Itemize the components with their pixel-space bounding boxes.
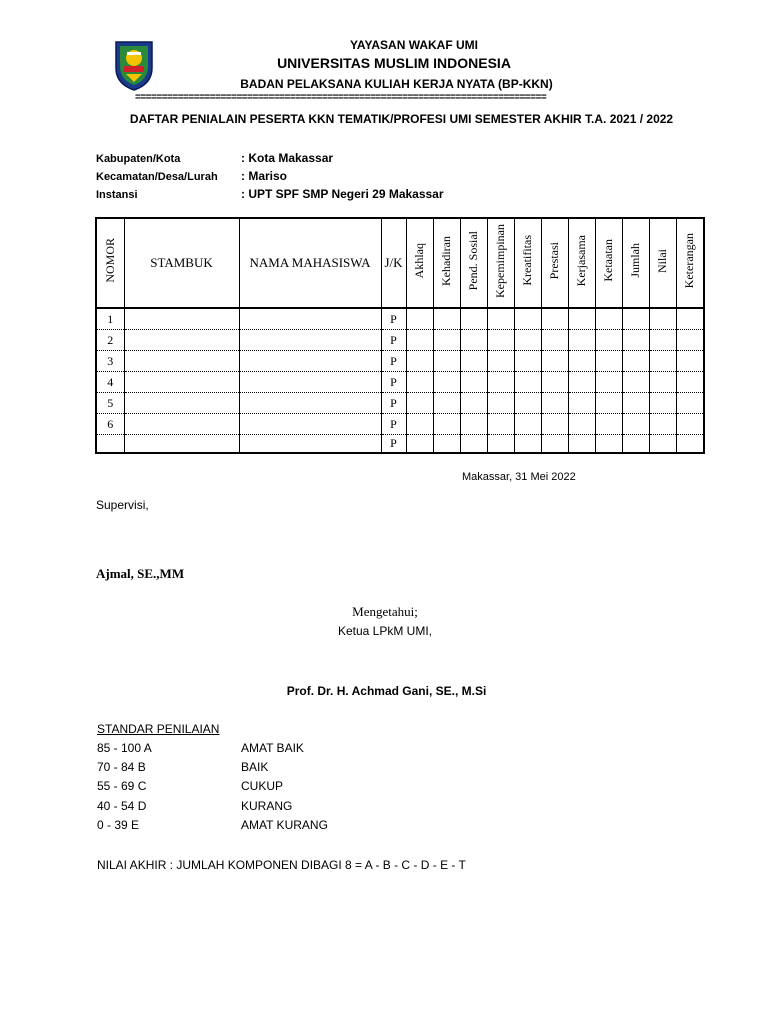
table-row (96, 330, 704, 351)
table-row (96, 414, 704, 435)
table-cell (460, 330, 487, 351)
table-cell (406, 414, 433, 435)
table-cell (649, 308, 676, 330)
row-number: 3 (96, 351, 124, 372)
header-badan: BADAN PELAKSANA KULIAH KERJA NYATA (BP-KKN) (240, 77, 553, 91)
col-header-kreatifitas: Kreatifitas (514, 218, 541, 308)
table-cell (595, 414, 622, 435)
col-header-jk: J/K (381, 218, 406, 308)
col-header-nama: NAMA MAHASISWA (239, 218, 381, 308)
place-date: Makassar, 31 Mei 2022 (462, 471, 576, 483)
table-cell (676, 308, 704, 330)
table-cell (460, 393, 487, 414)
table-cell (433, 351, 460, 372)
table-cell (433, 372, 460, 393)
table-cell (676, 393, 704, 414)
row-jk: P (381, 414, 406, 435)
col-header-keterangan: Keterangan (676, 218, 704, 308)
table-cell (622, 393, 649, 414)
table-row (96, 372, 704, 393)
info-label-kabupaten: Kabupaten/Kota (96, 153, 181, 165)
table-cell (514, 351, 541, 372)
col-header-ketaatan: Ketaatan (595, 218, 622, 308)
row-number: 6 (96, 414, 124, 435)
ketua-name: Prof. Dr. H. Achmad Gani, SE., M.Si (286, 684, 487, 698)
table-cell (676, 435, 704, 454)
table-cell (541, 330, 568, 351)
table-cell (487, 330, 514, 351)
table-cell (622, 435, 649, 454)
document-title: DAFTAR PENIALAIN PESERTA KKN TEMATIK/PROFESI UMI SEMESTER AKHIR T.A. 2021 / 2022 (129, 112, 674, 126)
standar-desc: AMAT BAIK (241, 741, 304, 755)
table-cell (406, 435, 433, 454)
col-header-jumlah: Jumlah (622, 218, 649, 308)
info-value-kabupaten: : Kota Makassar (241, 151, 334, 165)
col-header-nomor: NOMOR (96, 218, 124, 308)
table-cell (124, 330, 239, 351)
table-cell (676, 414, 704, 435)
table-cell (676, 330, 704, 351)
info-label-kecamatan: Kecamatan/Desa/Lurah (96, 171, 218, 183)
table-cell (406, 351, 433, 372)
table-cell (487, 414, 514, 435)
table-cell (433, 308, 460, 330)
table-cell (649, 414, 676, 435)
supervisi-label: Supervisi, (96, 498, 149, 512)
table-cell (622, 414, 649, 435)
table-cell (124, 372, 239, 393)
table-cell (568, 435, 595, 454)
table-cell (433, 330, 460, 351)
header-university: UNIVERSITAS MUSLIM INDONESIA (277, 55, 511, 71)
table-cell (541, 414, 568, 435)
table-cell (239, 308, 381, 330)
table-cell (541, 372, 568, 393)
table-cell (124, 308, 239, 330)
table-cell (239, 435, 381, 454)
assessment-table (95, 217, 705, 454)
table-cell (406, 372, 433, 393)
table-cell (487, 308, 514, 330)
nilai-akhir-note: NILAI AKHIR : JUMLAH KOMPONEN DIBAGI 8 = A - B - C - D - E - T (97, 858, 466, 872)
table-cell (124, 414, 239, 435)
standar-desc: AMAT KURANG (241, 818, 328, 832)
table-row (96, 435, 704, 454)
table-cell (433, 414, 460, 435)
table-cell (239, 351, 381, 372)
table-cell (649, 351, 676, 372)
table-cell (568, 414, 595, 435)
row-jk: P (381, 372, 406, 393)
table-cell (595, 372, 622, 393)
standar-range: 55 - 69 C (97, 779, 147, 793)
info-value-kecamatan: : Mariso (241, 169, 288, 183)
standar-desc: BAIK (241, 760, 269, 774)
standar-range: 40 - 54 D (97, 799, 147, 813)
table-cell (649, 372, 676, 393)
table-cell (239, 330, 381, 351)
table-cell (487, 351, 514, 372)
col-header-kerjasama: Kerjasama (568, 218, 595, 308)
table-cell (541, 435, 568, 454)
row-number: 1 (96, 308, 124, 330)
row-jk: P (381, 308, 406, 330)
row-jk: P (381, 435, 406, 454)
table-cell (487, 372, 514, 393)
standar-title: STANDAR PENILAIAN (97, 722, 220, 736)
standar-range: 70 - 84 B (97, 760, 146, 774)
table-cell (622, 308, 649, 330)
table-cell (595, 308, 622, 330)
table-cell (676, 372, 704, 393)
table-cell (541, 393, 568, 414)
table-cell (649, 393, 676, 414)
table-cell (239, 414, 381, 435)
table-cell (239, 393, 381, 414)
table-cell (568, 330, 595, 351)
table-cell (514, 393, 541, 414)
standar-range: 85 - 100 A (97, 741, 152, 755)
col-header-akhlaq: Akhlaq (406, 218, 433, 308)
standar-range: 0 - 39 E (97, 818, 140, 832)
table-cell (649, 435, 676, 454)
table-cell (568, 308, 595, 330)
table-cell (124, 393, 239, 414)
table-cell (622, 372, 649, 393)
table-cell (649, 330, 676, 351)
col-header-nilai: Nilai (649, 218, 676, 308)
table-cell (541, 351, 568, 372)
table-cell (514, 414, 541, 435)
table-cell (406, 330, 433, 351)
table-cell (514, 330, 541, 351)
col-header-kepemimpinan: Kepemimpinan (487, 218, 514, 308)
ketua-label: Ketua LPkM UMI, (337, 624, 433, 638)
table-cell (622, 351, 649, 372)
mengetahui-label: Mengetahui; (352, 604, 418, 619)
row-number (96, 435, 124, 454)
table-cell (595, 330, 622, 351)
table-cell (460, 351, 487, 372)
table-row (96, 351, 704, 372)
table-cell (406, 393, 433, 414)
standar-desc: CUKUP (241, 779, 284, 793)
table-cell (124, 351, 239, 372)
row-jk: P (381, 393, 406, 414)
table-cell (487, 435, 514, 454)
row-jk: P (381, 351, 406, 372)
table-cell (568, 372, 595, 393)
table-row (96, 308, 704, 330)
table-cell (124, 435, 239, 454)
col-header-kehadiran: Kehadiran (433, 218, 460, 308)
table-cell (514, 372, 541, 393)
row-jk: P (381, 330, 406, 351)
table-cell (433, 393, 460, 414)
table-cell (514, 308, 541, 330)
table-cell (460, 414, 487, 435)
table-cell (595, 393, 622, 414)
table-cell (487, 393, 514, 414)
row-number: 5 (96, 393, 124, 414)
table-cell (460, 308, 487, 330)
standar-desc: KURANG (241, 799, 293, 813)
table-cell (460, 435, 487, 454)
table-cell (239, 372, 381, 393)
table-cell (622, 330, 649, 351)
info-label-instansi: Instansi (96, 189, 138, 201)
info-value-instansi: : UPT SPF SMP Negeri 29 Makassar (241, 187, 444, 201)
table-cell (541, 308, 568, 330)
table-cell (406, 308, 433, 330)
table-cell (595, 351, 622, 372)
header-separator: ============================================================================= (135, 94, 547, 102)
table-cell (676, 351, 704, 372)
table-row (96, 393, 704, 414)
col-header-prestasi: Prestasi (541, 218, 568, 308)
table-cell (568, 351, 595, 372)
row-number: 2 (96, 330, 124, 351)
table-cell (568, 393, 595, 414)
table-cell (460, 372, 487, 393)
header-org: YAYASAN WAKAF UMI (349, 38, 479, 52)
col-header-stambuk: STAMBUK (124, 218, 239, 308)
table-cell (514, 435, 541, 454)
table-cell (595, 435, 622, 454)
supervisor-name: Ajmal, SE.,MM (96, 566, 185, 581)
row-number: 4 (96, 372, 124, 393)
table-cell (433, 435, 460, 454)
col-header-pend-sosial: Pend. Sosial (460, 218, 487, 308)
